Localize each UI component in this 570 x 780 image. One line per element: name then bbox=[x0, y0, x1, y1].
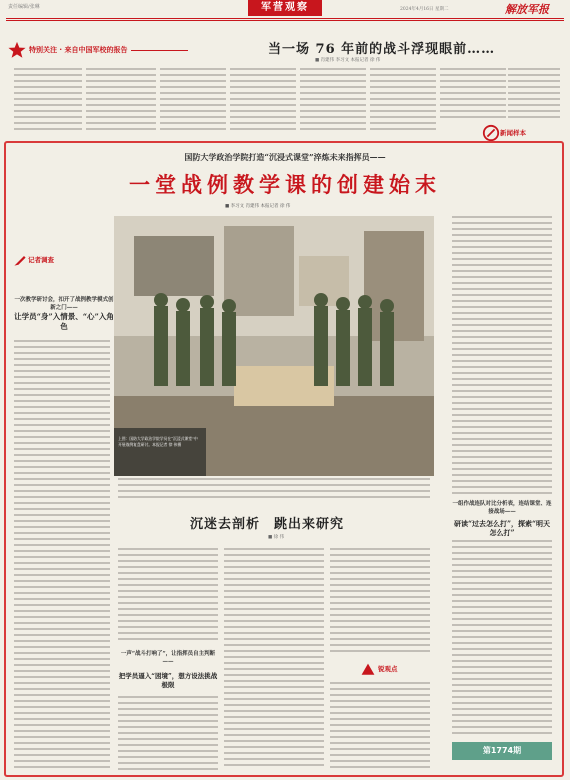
section-byline: ■ 徐 伟 bbox=[268, 535, 285, 540]
subhead-3-kicker: 一声“战斗打响了”，让指挥员自主判断—— bbox=[120, 651, 216, 665]
subhead-3-title: 把学员逼入“困境”，想方设法挑战极限 bbox=[118, 672, 218, 689]
top-article-column-1 bbox=[14, 68, 82, 134]
top-headline: 当一场 76 年前的战斗浮现眼前…… bbox=[268, 42, 496, 57]
issue-number-badge: 第1774期 bbox=[452, 742, 552, 760]
center-column-1b bbox=[118, 696, 218, 770]
subhead-2-title: 研读“过去怎么打”，探索“明天怎么打” bbox=[453, 519, 551, 537]
subhead-1-kicker: 一次教学研讨会，扣开了战例教学模式创新之门—— bbox=[14, 297, 114, 311]
header-rule-thin bbox=[6, 20, 564, 21]
pen-icon bbox=[12, 252, 28, 268]
top-article-column-4 bbox=[230, 68, 296, 134]
subhead-2-kicker: 一组作战连队对比分析表，连结课堂、连接战场—— bbox=[452, 501, 552, 515]
top-article-column-7 bbox=[440, 68, 506, 118]
sharp-view-column bbox=[330, 682, 430, 770]
photo-caption: 上图：国防大学政治学院学员在“沉浸式课堂”中开展战例复盘研讨。本报记者 徐 伟摄 bbox=[118, 436, 198, 447]
center-column-3 bbox=[330, 548, 430, 656]
left-article-column bbox=[14, 340, 110, 770]
center-column-2 bbox=[224, 548, 324, 770]
right-column-top bbox=[452, 216, 552, 496]
special-report-label: 特别关注 · 来自中国军校的报告 bbox=[26, 45, 131, 55]
reporter-survey-label: 记者调查 bbox=[28, 256, 54, 264]
section-badge: 军营观察 bbox=[248, 0, 322, 16]
center-article-top bbox=[118, 478, 430, 500]
issue-date: 2024年4月16日 星期二 bbox=[400, 7, 449, 12]
top-article-column-3 bbox=[160, 68, 226, 134]
center-column-1 bbox=[118, 548, 218, 644]
editor-credit: 责任编辑/张琳 bbox=[8, 4, 40, 10]
top-article-column-8 bbox=[508, 68, 560, 118]
sharp-view-icon bbox=[360, 662, 376, 678]
star-icon bbox=[8, 41, 26, 59]
top-article-column-6 bbox=[370, 68, 436, 134]
feature-title: 一堂战例教学课的创建始末 bbox=[129, 172, 441, 197]
section-title: 沉迷去剖析 跳出来研究 bbox=[190, 517, 345, 532]
sharp-view-label: 锐观点 bbox=[378, 665, 398, 673]
top-article-column-2 bbox=[86, 68, 156, 134]
subhead-1-title: 让学员“身”入情景、“心”入角色 bbox=[14, 312, 114, 331]
header-rule bbox=[6, 18, 564, 19]
news-sample-label: 新闻样本 bbox=[500, 129, 526, 137]
top-byline: ■ 肖建伟 李习文 本报记者 徐 伟 bbox=[315, 58, 381, 63]
feature-kicker: 国防大学政治学院打造“沉浸式课堂”淬炼未来指挥员—— bbox=[184, 152, 386, 162]
news-sample-icon bbox=[482, 124, 500, 142]
feature-byline: ■ 李习文 肖建伟 本报记者 徐 伟 bbox=[225, 204, 291, 209]
top-article-column-5 bbox=[300, 68, 366, 134]
right-column-bottom bbox=[452, 540, 552, 736]
newspaper-logo: 解放军报 bbox=[505, 3, 549, 16]
